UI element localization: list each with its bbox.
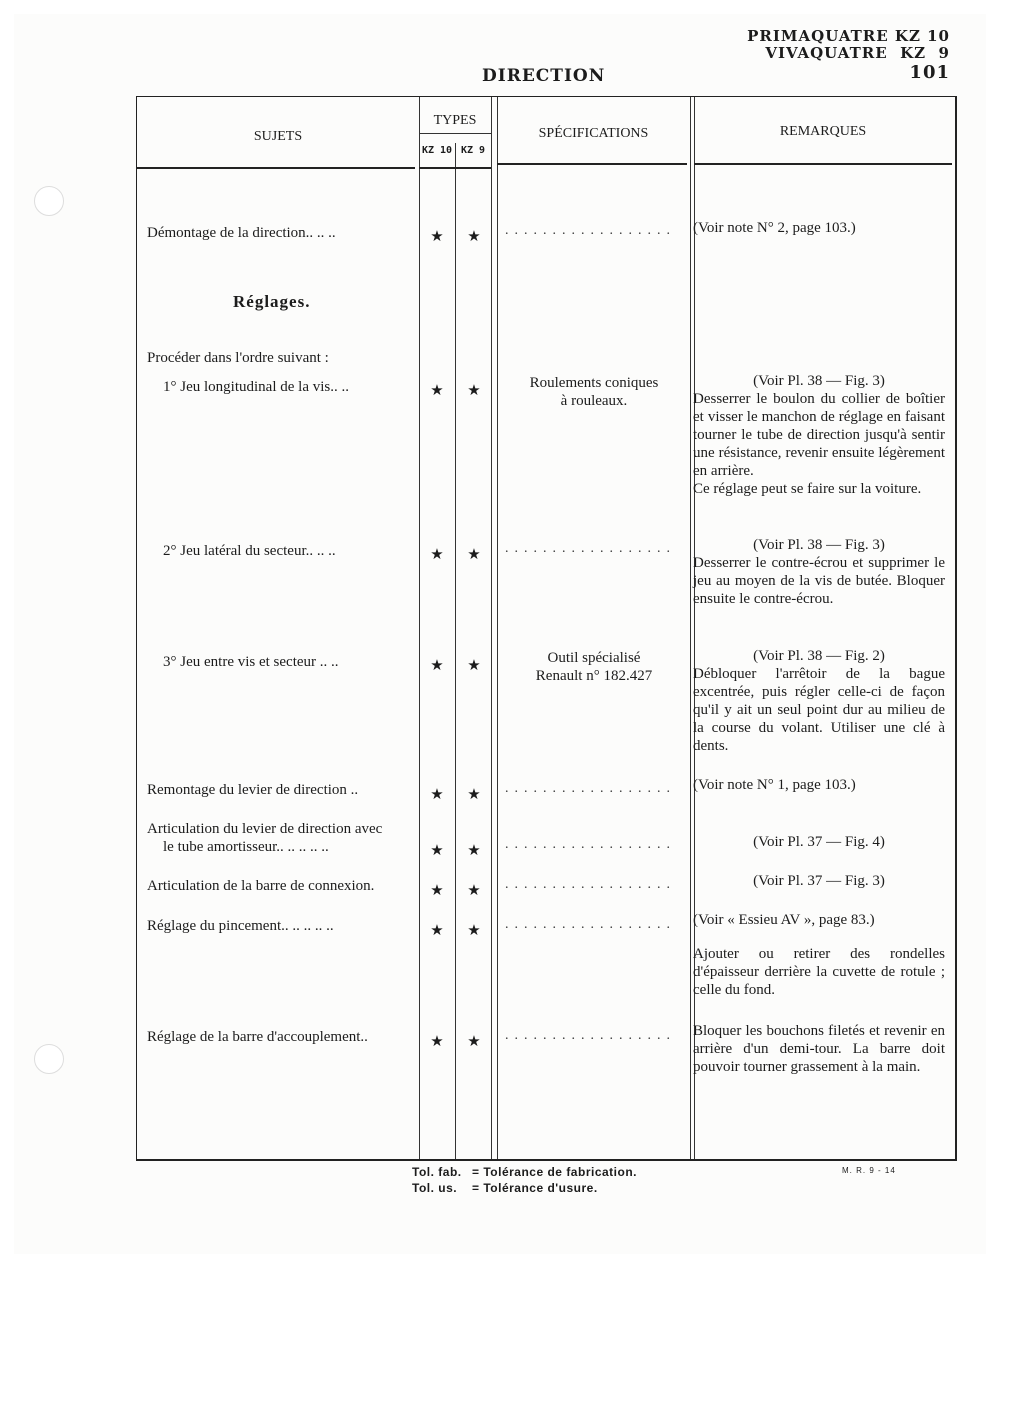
subject-line: Articulation du levier de direction avec <box>147 821 383 837</box>
row-subject: Remontage du levier de direction .. <box>147 782 359 798</box>
row-remark <box>693 911 945 999</box>
row-remark <box>693 872 945 890</box>
remark-reference: (Voir Pl. 38 — Fig. 3) <box>753 537 885 553</box>
header-rule <box>419 167 491 169</box>
row-subject: Réglage de la barre d'accouplement.. <box>147 1029 368 1045</box>
col-header-kz9: KZ 9 <box>460 145 486 156</box>
row-subject: Réglage du pincement.. .. .. .. .. <box>147 918 334 934</box>
col-divider <box>690 97 691 1159</box>
remark-text: Desserrer le contre-écrou et supprimer le jeu au moyen de la vis de butée. Bloquer ensuite le contre-écrou. <box>693 555 945 607</box>
document-code: M. R. 9 - 14 <box>842 1166 896 1175</box>
legend-definition: = Tolérance de fabrication. <box>472 1165 637 1179</box>
legend-abbr: Tol. us. <box>412 1181 458 1195</box>
dot-leader: .................. <box>505 877 676 892</box>
col-header-sujets: SUJETS <box>253 129 303 144</box>
star-kz10: ★ <box>430 658 444 674</box>
star-kz10: ★ <box>430 547 444 563</box>
dot-leader: .................. <box>505 917 676 932</box>
spec-line: Outil spécialisé <box>547 650 641 666</box>
row-remark <box>693 647 945 755</box>
col-header-remarques: REMARQUES <box>779 124 867 139</box>
remark-text: Desserrer le boulon du collier de boîtier et visser le manchon de réglage en faisant tourner le tube de direction jusqu'à sentir une résistance, revenir ensuite légèrement en arrière. <box>693 391 945 479</box>
col-divider <box>497 97 498 1159</box>
dot-leader: .................. <box>505 541 676 556</box>
legend-definition: = Tolérance d'usure. <box>472 1181 598 1195</box>
star-kz10: ★ <box>430 787 444 803</box>
remark-reference: (Voir « Essieu AV », page 83.) <box>693 912 875 928</box>
model-line-2: VIVAQUATRE KZ 9 <box>765 44 950 62</box>
star-kz9: ★ <box>467 883 481 899</box>
dot-leader: .................. <box>505 223 676 238</box>
header-rule <box>137 167 415 169</box>
remark-text: Ajouter ou retirer des rondelles d'épaisseur derrière la cuvette de rotule ; celle du fond. <box>693 946 945 998</box>
col-header-kz10: KZ 10 <box>421 145 453 156</box>
row-remark: (Voir note N° 2, page 103.) <box>693 220 856 236</box>
remark-reference: (Voir Pl. 37 — Fig. 4) <box>753 834 885 850</box>
remark-text: Débloquer l'arrêtoir de la bague excentrée, puis régler celle-ci de façon qu'il y ait un seul point dur au milieu de la course du volant. Utiliser une clé à dents. <box>693 666 945 754</box>
dot-leader: .................. <box>505 781 676 796</box>
row-remark <box>693 536 945 608</box>
footer-legend <box>412 1164 637 1196</box>
page-number: 101 <box>909 62 950 83</box>
subject-line: le tube amortisseur.. .. .. .. .. <box>163 839 329 855</box>
star-kz9: ★ <box>467 658 481 674</box>
col-header-types: TYPES <box>433 113 477 128</box>
types-divider <box>419 133 491 134</box>
star-kz9: ★ <box>467 787 481 803</box>
star-kz10: ★ <box>430 843 444 859</box>
star-kz9: ★ <box>467 383 481 399</box>
col-header-specifications: SPÉCIFICATIONS <box>538 126 649 141</box>
row-subject: 3° Jeu entre vis et secteur .. .. <box>163 654 339 670</box>
remark-reference: (Voir Pl. 38 — Fig. 3) <box>753 373 885 389</box>
row-remark: (Voir note N° 1, page 103.) <box>693 777 856 793</box>
col-divider <box>694 97 695 1159</box>
star-kz10: ★ <box>430 229 444 245</box>
star-kz9: ★ <box>467 843 481 859</box>
star-kz10: ★ <box>430 923 444 939</box>
star-kz10: ★ <box>430 383 444 399</box>
star-kz9: ★ <box>467 229 481 245</box>
star-kz9: ★ <box>467 923 481 939</box>
remark-reference: (Voir Pl. 38 — Fig. 2) <box>753 648 885 664</box>
remark-reference: (Voir Pl. 37 — Fig. 3) <box>753 873 885 889</box>
section-intro: Procéder dans l'ordre suivant : <box>147 350 329 366</box>
punch-hole <box>34 186 64 216</box>
row-subject: 2° Jeu latéral du secteur.. .. .. <box>163 543 336 559</box>
dot-leader: .................. <box>505 1028 676 1043</box>
col-divider <box>419 97 420 1159</box>
row-remark: Bloquer les bouchons filetés et revenir en arrière d'un demi-tour. La barre doit pouvoir tourner grassement à la main. <box>693 1023 945 1075</box>
legend-abbr: Tol. fab. <box>412 1165 462 1179</box>
model-line-1: PRIMAQUATRE KZ 10 <box>747 27 950 45</box>
row-subject <box>147 820 417 856</box>
col-divider <box>491 97 492 1159</box>
row-subject: 1° Jeu longitudinal de la vis.. .. <box>163 379 349 395</box>
spec-table <box>136 96 957 1161</box>
page-header-models <box>747 28 950 84</box>
star-kz10: ★ <box>430 1034 444 1050</box>
section-heading: Réglages. <box>233 292 311 311</box>
page-title: DIRECTION <box>482 66 606 86</box>
row-remark <box>693 833 945 851</box>
spec-line: Renault n° 182.427 <box>535 668 653 684</box>
star-kz10: ★ <box>430 883 444 899</box>
remark-text: Ce réglage peut se faire sur la voiture. <box>693 481 922 497</box>
row-subject: Démontage de la direction.. .. .. <box>147 225 336 241</box>
dot-leader: .................. <box>505 837 676 852</box>
star-kz9: ★ <box>467 547 481 563</box>
row-remark <box>693 372 945 498</box>
star-kz9: ★ <box>467 1034 481 1050</box>
row-spec <box>499 649 689 685</box>
punch-hole <box>34 1044 64 1074</box>
spec-line: Roulements coniques <box>529 375 659 391</box>
header-rule <box>497 163 687 165</box>
header-rule <box>694 163 952 165</box>
spec-line: à rouleaux. <box>560 393 628 409</box>
row-spec <box>499 374 689 410</box>
row-subject: Articulation de la barre de connexion. <box>147 878 375 894</box>
